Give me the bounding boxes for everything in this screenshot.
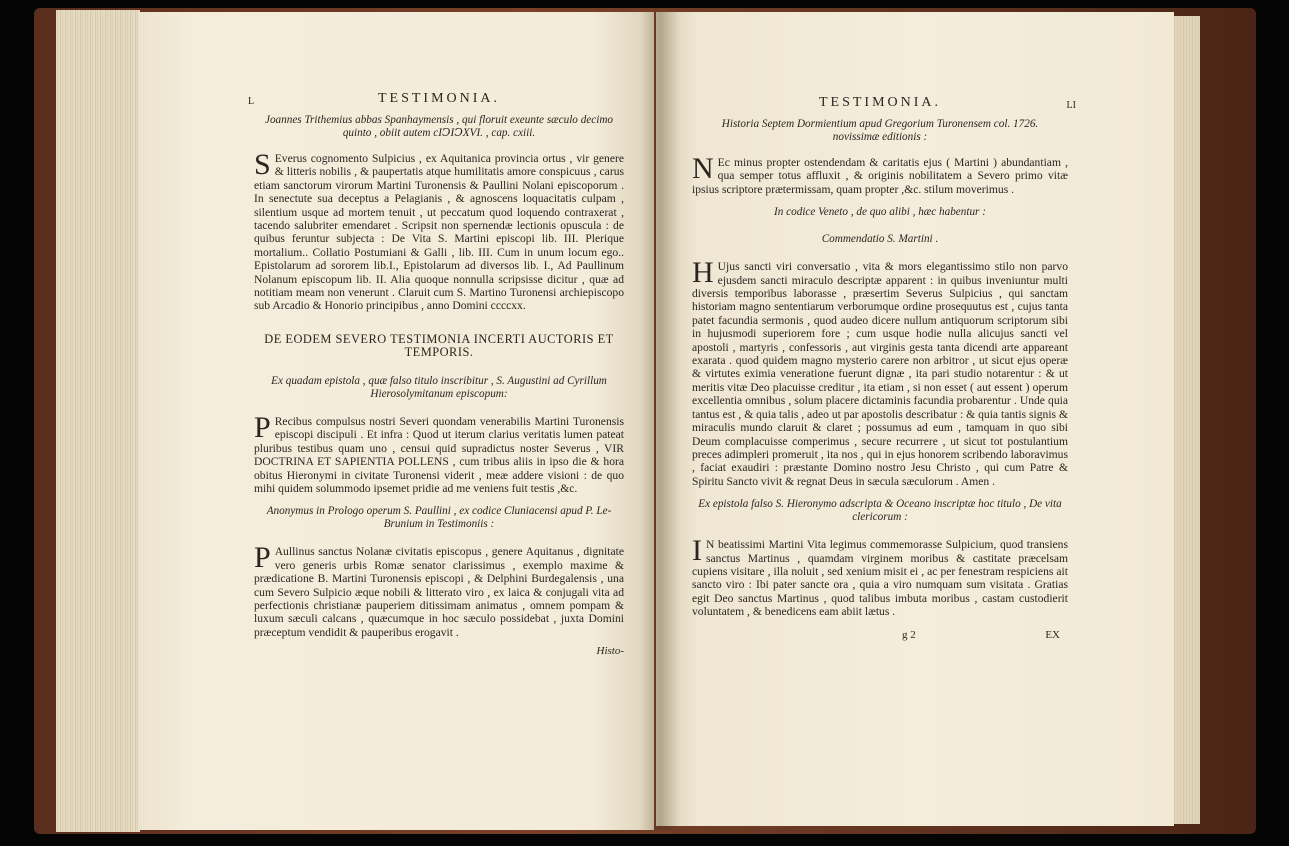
right-footer-line bbox=[692, 629, 1068, 645]
right-running-title: TESTIMONIA. bbox=[818, 95, 942, 110]
book-gutter bbox=[640, 12, 680, 830]
page-edges-left bbox=[56, 10, 140, 832]
left-catchword: Histo- bbox=[596, 645, 624, 658]
drop-cap: H bbox=[692, 256, 714, 290]
right-page-content bbox=[692, 95, 1076, 645]
left-page bbox=[138, 12, 654, 830]
right-paragraph-1: N Ec minus propter ostendendam & caritatis ejus ( Martini ) abundantiam , qua semper totus affluxit , & originis nobilitatem a Severo primo vitæ ipsius scriptore prætermissam, quam propter ,&c. stilum moverimus . bbox=[692, 152, 1068, 196]
left-page-number: L bbox=[248, 96, 255, 107]
drop-cap: P bbox=[254, 541, 271, 575]
left-caption-2: Anonymus in Prologo operum S. Paullini , ex codice Cluniacensi apud P. Le-Brunium in Testimoniis : bbox=[266, 505, 612, 531]
right-page-number: LI bbox=[1066, 100, 1076, 111]
left-running-head bbox=[248, 91, 624, 112]
right-catchword: EX bbox=[1045, 628, 1060, 641]
right-paragraph-3: I N beatissimi Martini Vita legimus commemorasse Sulpicium, quod transiens sanctus Martinus , quamdam virginem moribus & castitate præcelsam cupiens visitare , illa noluit , sed xenium misit ei , ac per fenestram respiciens ait sancto viro : Ibi pater sancte ora , quia a viro numquam sum visitata . Gratias egit Deo sanctus Martinus , quod talibus imbuta moribus , castam custodierit voluntatem , & benedicens eam abiit lætus . bbox=[692, 534, 1068, 619]
right-caption-2: Ex epistola falso S. Hieronymo adscripta & Oceano inscriptæ hoc titulo , De vita clericorum : bbox=[698, 498, 1062, 524]
right-page bbox=[656, 12, 1174, 826]
right-subtitle: Historia Septem Dormientium apud Gregorium Turonensem col. 1726. novissimæ editionis : bbox=[721, 118, 1039, 143]
left-paragraph-3: P Aullinus sanctus Nolanæ civitatis episcopus , genere Aquitanus , dignitate vero generis urbis Romæ senator clarissimus , exemplo maxime & prædicatione B. Martini Turonensis episcopi , & Delphini Burdegalensis , una cum Severo Sulpicio æque nobili & litterato viro , ex laica & conjugali vita ad perfectionis christianæ pauperiem ditissimam animatus , omnem pompam & luxum sæculi calcans , quæcumque in hoc sæculo possidebat , juxta Domini præceptum vendidit & pauperibus erogavit . bbox=[254, 541, 624, 639]
drop-cap: N bbox=[692, 152, 714, 185]
left-paragraph-2: P Recibus compulsus nostri Severi quondam venerabilis Martini Turonensis episcopi discipuli . Et infra : Quod ut iterum clarius veritatis lumen pateat pluribus testibus quam uno , censui quid supradictus noster Severus , VIR DOCTRINA ET SAPIENTIA POLLENS , cum tribus aliis in ipso die & hora obitus Hieronymi in civitate Turonensi viderit , meæ addere visioni : de quo mihi quidem solummodo ipsemet pridie ad me veniens fuit testis ,&c. bbox=[254, 410, 624, 495]
left-running-title: TESTIMONIA. bbox=[377, 91, 501, 106]
drop-cap: I bbox=[692, 534, 702, 568]
right-caption-1: In codice Veneto , de quo alibi , hæc habentur : bbox=[774, 206, 986, 219]
right-paragraph-2: H Ujus sancti viri conversatio , vita & mors elegantissimo stilo non parvo ejusdem sancti miraculo descriptæ apparent : in quibus inveniuntur multi diversis temporibus laborasse , præsertim Severus Sulpicius , qui sanctam historiam magno sententiarum verborumque ordine prosequutus est , cujus tanta patet facundia sermonis , quod audeo dicere nullum antiquorum scriptorum sibi in hujusmodi superiorem fore ; cum usque hodie nulla alicujus sancti vel apostoli , martyris , confessoris , aut virginis gesta tanta dicendi arte appareant exarata . quod quidem magno mysterio carere non arbitror , ut sicut ejus operæ & virtutes eximia veneratione fuerunt dignæ , ita pari studio notarentur : & ut meritis vitæ Deo placuisse creditur , ita etiam , si non esset ( aut essent ) operum excellentia omnibus , solum placere dictaminis facundia probarentur . Unde quia tantus est , & quia talis , adeo ut par apostolis describatur : & quia tantis signis & miraculis mundo claruit & claret ; possumus ad eum , tamquam in quo sibi Deum complacuisse comperimus , secure recurrere , ut sicut tot postulantium preces adimpleri promeruit , ita nos , qui in ejus honorem scribendo laboravimus , faciat exaudiri : præstante Domino nostro Jesu Christo , qui cum Patre & Spiritu Sancto vivit & regnat Deus in sæcula sæculorum . Amen . bbox=[692, 256, 1068, 488]
drop-cap: S bbox=[254, 148, 271, 181]
left-page-content bbox=[248, 91, 624, 659]
left-caption-1: Ex quadam epistola , quæ falso titulo inscribitur , S. Augustini ad Cyrillum Hierosolymitanum episcopum: bbox=[271, 374, 607, 400]
left-paragraph-1: S Everus cognomento Sulpicius , ex Aquitanica provincia ortus , vir genere & litteris nobilis , & paupertatis atque humilitatis amore conspicuus , carus etiam sanctorum virorum Martini Turonensis & Paullini Nolani episcoporum . In senectute sua deceptus a Pelagianis , & agnoscens loquacitatis culpam , silentium usque ad mortem tenuit , ut peccatum quod loquendo contraxerat , tacendo salubriter emendaret . Scripsit non spernendæ lectionis opuscula : de quibus feruntur subjecta : De Vita S. Martini episcopi lib. III. Plerique mortalium.. Collatio Postumiani & Galli , lib. III. Cum in unum locum ego.. Epistolarum ad sororem lib.I., Epistolarum ad diversos lib. I., Ad Paullinum Nolanum episcopum lib. II. Alia quoque nonnulla scripsisse dicitur , quæ ad notitiam meam non venerunt . Claruit cum S. Martino Turonensi archiepiscopo sub Arcadio & Honorio principibus , anno Domini ccccxx. bbox=[254, 148, 624, 313]
signature-mark: g 2 bbox=[902, 628, 916, 641]
left-subtitle: Joannes Trithemius abbas Spanhaymensis , qui floruit exeunte sæculo decimo quinto , obiit autem cIↃIↃXVI. , cap. cxiii. bbox=[264, 114, 614, 139]
left-section-heading: DE EODEM SEVERO TESTIMONIA INCERTI AUCTORIS ET TEMPORIS. bbox=[264, 331, 614, 359]
drop-cap: P bbox=[254, 410, 271, 444]
right-caption-1b: Commendatio S. Martini . bbox=[821, 233, 939, 246]
page-edges-right bbox=[1170, 16, 1200, 824]
right-running-head bbox=[692, 95, 1076, 116]
